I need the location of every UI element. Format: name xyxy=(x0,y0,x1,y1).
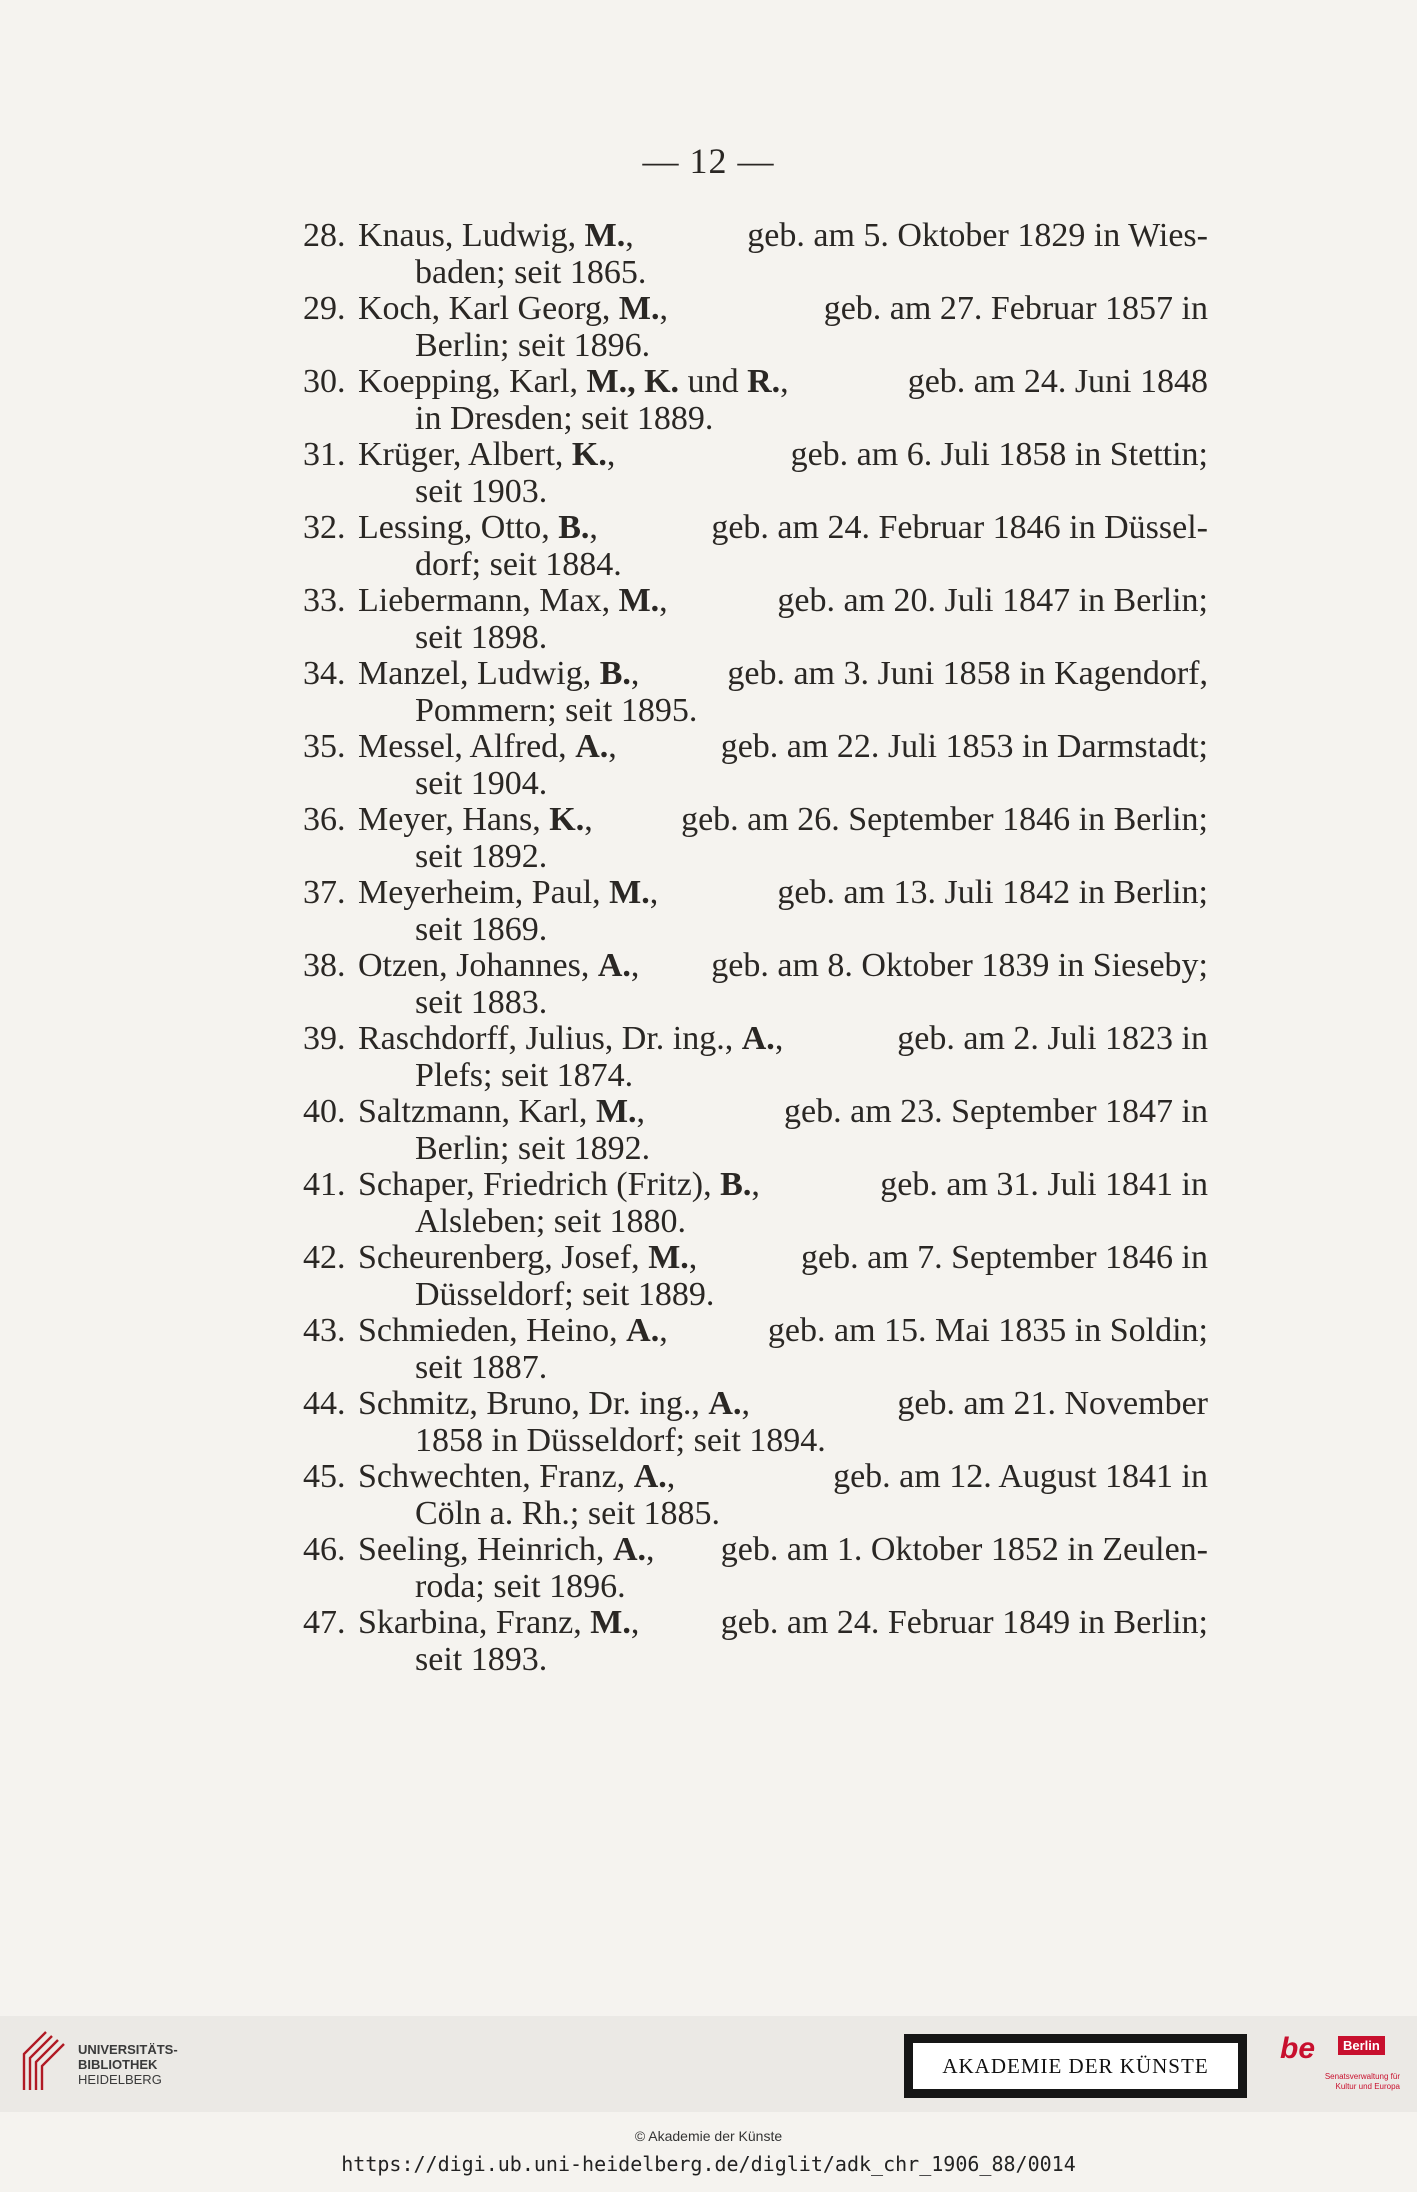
ub-line-3: HEIDELBERG xyxy=(78,2072,162,2087)
entry-text xyxy=(358,802,1208,839)
entry-birth-info: geb. am 20. Juli 1847 in Berlin; xyxy=(777,582,1208,619)
entry-birth-info: geb. am 5. Oktober 1829 in Wies- xyxy=(747,217,1208,254)
list-item xyxy=(303,437,1208,510)
list-item xyxy=(303,510,1208,583)
entry-name: Knaus, Ludwig, xyxy=(358,217,577,254)
entry-class-2: R. xyxy=(747,363,781,400)
entry-continuation: seit 1869. xyxy=(415,910,548,948)
entry-name-group: Skarbina, Franz, M., xyxy=(358,1604,640,1641)
entry-number: 43. xyxy=(303,1312,346,1349)
entry-class: M. xyxy=(584,217,626,254)
entry-name-group: Knaus, Ludwig, M., xyxy=(358,217,634,254)
entry-first-line xyxy=(303,1094,1208,1131)
entry-birth-info: geb. am 24. Februar 1849 in Berlin; xyxy=(720,1604,1208,1641)
list-item xyxy=(303,1313,1208,1386)
entry-first-line xyxy=(303,1532,1208,1569)
entry-name: Liebermann, Max, xyxy=(358,582,611,619)
entry-continuation: seit 1893. xyxy=(415,1640,548,1678)
entry-birth-info: geb. am 27. Februar 1857 in xyxy=(823,290,1208,327)
entry-birth-info: geb. am 8. Oktober 1839 in Sieseby; xyxy=(711,947,1208,984)
entry-continuation: seit 1898. xyxy=(415,618,548,656)
entry-continuation: Plefs; seit 1874. xyxy=(415,1056,634,1094)
list-item xyxy=(303,729,1208,802)
entry-birth-info: geb. am 12. August 1841 in xyxy=(833,1458,1208,1495)
entry-continuation: Düsseldorf; seit 1889. xyxy=(415,1275,715,1313)
list-item xyxy=(303,1605,1208,1678)
entry-number: 36. xyxy=(303,801,346,838)
entry-first-line xyxy=(303,802,1208,839)
list-item xyxy=(303,291,1208,364)
entry-text xyxy=(358,1459,1208,1496)
entry-text xyxy=(358,875,1208,912)
entry-first-line xyxy=(303,510,1208,547)
entry-first-line xyxy=(303,1240,1208,1277)
list-item xyxy=(303,1532,1208,1605)
entry-text xyxy=(358,1532,1208,1569)
entry-first-line xyxy=(303,1605,1208,1642)
berlin-subtitle: Senatsverwaltung für Kultur und Europa xyxy=(1324,2072,1400,2091)
entry-number: 45. xyxy=(303,1458,346,1495)
entry-class: A. xyxy=(708,1385,742,1422)
entry-birth-info: geb. am 2. Juli 1823 in xyxy=(897,1020,1208,1057)
entry-name-group: Messel, Alfred, A., xyxy=(358,728,617,765)
entry-birth-info: geb. am 26. September 1846 in Berlin; xyxy=(681,801,1208,838)
entry-name: Messel, Alfred, xyxy=(358,728,567,765)
entry-text xyxy=(358,948,1208,985)
entry-name-group: Otzen, Johannes, A., xyxy=(358,947,640,984)
entry-class: A. xyxy=(575,728,609,765)
list-item xyxy=(303,1021,1208,1094)
entry-text xyxy=(358,1605,1208,1642)
entry-name-group: Scheurenberg, Josef, M., xyxy=(358,1239,698,1276)
entry-first-line xyxy=(303,1313,1208,1350)
member-list xyxy=(303,218,1208,1678)
entry-class: A. xyxy=(612,1531,646,1568)
entry-first-line xyxy=(303,948,1208,985)
entry-first-line xyxy=(303,729,1208,766)
entry-class: B. xyxy=(599,655,631,692)
entry-name: Schwechten, Franz, xyxy=(358,1458,626,1495)
entry-continuation: Berlin; seit 1892. xyxy=(415,1129,651,1167)
ub-line-1: UNIVERSITÄTS- xyxy=(78,2042,178,2057)
entry-text xyxy=(358,656,1208,693)
entry-name: Manzel, Ludwig, xyxy=(358,655,592,692)
entry-class: M. xyxy=(618,582,660,619)
entry-text xyxy=(358,583,1208,620)
entry-name-group: Lessing, Otto, B., xyxy=(358,509,598,546)
entry-name-group: Schwechten, Franz, A., xyxy=(358,1458,676,1495)
entry-number: 28. xyxy=(303,217,346,254)
list-item xyxy=(303,656,1208,729)
entry-birth-info: geb. am 24. Februar 1846 in Düssel- xyxy=(711,509,1208,546)
entry-class: M., K. xyxy=(586,363,680,400)
berlin-be-text: be xyxy=(1280,2032,1316,2065)
entry-text xyxy=(358,1167,1208,1204)
list-item xyxy=(303,1386,1208,1459)
entry-text xyxy=(358,437,1208,474)
university-library-name xyxy=(78,2042,178,2087)
entry-number: 37. xyxy=(303,874,346,911)
entry-name: Schmitz, Bruno, Dr. ing., xyxy=(358,1385,700,1422)
entry-class: B. xyxy=(558,509,590,546)
entry-first-line xyxy=(303,875,1208,912)
entry-continuation: dorf; seit 1884. xyxy=(415,545,622,583)
entry-continuation: seit 1883. xyxy=(415,983,548,1021)
entry-name-group: Koepping, Karl, M., K. und R., xyxy=(358,363,789,400)
entry-number: 44. xyxy=(303,1385,346,1422)
entry-class: M. xyxy=(595,1093,637,1130)
entry-first-line xyxy=(303,437,1208,474)
list-item xyxy=(303,1459,1208,1532)
entry-continuation: Alsleben; seit 1880. xyxy=(415,1202,687,1240)
entry-name: Saltzmann, Karl, xyxy=(358,1093,588,1130)
entry-text xyxy=(358,729,1208,766)
entry-name: Koepping, Karl, xyxy=(358,363,579,400)
entry-first-line xyxy=(303,1459,1208,1496)
list-item xyxy=(303,802,1208,875)
entry-birth-info: geb. am 6. Juli 1858 in Stettin; xyxy=(790,436,1208,473)
entry-name: Otzen, Johannes, xyxy=(358,947,590,984)
entry-name-group: Schmitz, Bruno, Dr. ing., A., xyxy=(358,1385,750,1422)
entry-text xyxy=(358,1313,1208,1350)
entry-birth-info: geb. am 1. Oktober 1852 in Zeulen- xyxy=(720,1531,1208,1568)
akademie-logo-text: AKADEMIE DER KÜNSTE xyxy=(913,2043,1238,2089)
entry-name: Schmieden, Heino, xyxy=(358,1312,618,1349)
entry-number: 47. xyxy=(303,1604,346,1641)
entry-text xyxy=(358,1240,1208,1277)
entry-birth-info: geb. am 21. November xyxy=(897,1385,1208,1422)
entry-name-group: Meyer, Hans, K., xyxy=(358,801,593,838)
entry-birth-info: geb. am 15. Mai 1835 in Soldin; xyxy=(767,1312,1208,1349)
berlin-tag: Berlin xyxy=(1338,2036,1385,2055)
entry-continuation: roda; seit 1896. xyxy=(415,1567,626,1605)
entry-text xyxy=(358,1094,1208,1131)
entry-continuation: seit 1903. xyxy=(415,472,548,510)
list-item xyxy=(303,583,1208,656)
entry-name-group: Manzel, Ludwig, B., xyxy=(358,655,640,692)
list-item xyxy=(303,875,1208,948)
entry-class: A. xyxy=(633,1458,667,1495)
list-item xyxy=(303,1094,1208,1167)
entry-number: 30. xyxy=(303,363,346,400)
entry-class: K. xyxy=(549,801,585,838)
entry-name-group: Schmieden, Heino, A., xyxy=(358,1312,668,1349)
entry-birth-info: geb. am 22. Juli 1853 in Darmstadt; xyxy=(720,728,1208,765)
entry-text xyxy=(358,291,1208,328)
university-library-logo-icon xyxy=(16,2028,72,2094)
entry-name-group: Seeling, Heinrich, A., xyxy=(358,1531,655,1568)
entry-name: Lessing, Otto, xyxy=(358,509,550,546)
entry-class: B. xyxy=(720,1166,752,1203)
entry-name: Skarbina, Franz, xyxy=(358,1604,582,1641)
entry-number: 35. xyxy=(303,728,346,765)
entry-number: 34. xyxy=(303,655,346,692)
entry-number: 29. xyxy=(303,290,346,327)
entry-number: 39. xyxy=(303,1020,346,1057)
entry-class: M. xyxy=(609,874,650,911)
list-item xyxy=(303,218,1208,291)
entry-birth-info: geb. am 7. September 1846 in xyxy=(801,1239,1208,1276)
ub-line-2: BIBLIOTHEK xyxy=(78,2057,158,2072)
entry-continuation: 1858 in Düsseldorf; seit 1894. xyxy=(415,1421,826,1459)
entry-continuation: baden; seit 1865. xyxy=(415,253,647,291)
entry-class: A. xyxy=(597,947,631,984)
entry-name-group: Krüger, Albert, K., xyxy=(358,436,616,473)
entry-name-group: Raschdorff, Julius, Dr. ing., A., xyxy=(358,1020,784,1057)
entry-text xyxy=(358,1021,1208,1058)
entry-class: M. xyxy=(648,1239,689,1276)
entry-first-line xyxy=(303,1021,1208,1058)
entry-text xyxy=(358,364,1208,401)
entry-continuation: in Dresden; seit 1889. xyxy=(415,399,714,437)
entry-continuation: Cöln a. Rh.; seit 1885. xyxy=(415,1494,721,1532)
entry-number: 32. xyxy=(303,509,346,546)
entry-birth-info: geb. am 31. Juli 1841 in xyxy=(880,1166,1208,1203)
entry-class: K. xyxy=(571,436,607,473)
berlin-senate-logo xyxy=(1274,2032,1402,2102)
entry-name: Seeling, Heinrich, xyxy=(358,1531,605,1568)
entry-name: Scheurenberg, Josef, xyxy=(358,1239,640,1276)
entry-continuation: seit 1887. xyxy=(415,1348,548,1386)
entry-continuation: seit 1904. xyxy=(415,764,548,802)
entry-continuation: Pommern; seit 1895. xyxy=(415,691,698,729)
entry-first-line xyxy=(303,1167,1208,1204)
entry-name: Schaper, Friedrich (Fritz), xyxy=(358,1166,712,1203)
entry-name: Meyer, Hans, xyxy=(358,801,541,838)
entry-first-line xyxy=(303,218,1208,255)
entry-number: 38. xyxy=(303,947,346,984)
entry-name: Raschdorff, Julius, Dr. ing., xyxy=(358,1020,734,1057)
entry-number: 46. xyxy=(303,1531,346,1568)
list-item xyxy=(303,364,1208,437)
entry-continuation: seit 1892. xyxy=(415,837,548,875)
entry-number: 33. xyxy=(303,582,346,619)
entry-name: Meyerheim, Paul, xyxy=(358,874,601,911)
entry-class: M. xyxy=(590,1604,631,1641)
entry-text xyxy=(358,218,1208,255)
akademie-logo xyxy=(904,2034,1247,2098)
entry-name-group: Saltzmann, Karl, M., xyxy=(358,1093,646,1130)
copyright-notice: © Akademie der Künste xyxy=(634,2128,783,2144)
entry-name-group: Schaper, Friedrich (Fritz), B., xyxy=(358,1166,760,1203)
entry-number: 40. xyxy=(303,1093,346,1130)
entry-birth-info: geb. am 13. Juli 1842 in Berlin; xyxy=(777,874,1208,911)
entry-birth-info: geb. am 3. Juni 1858 in Kagendorf, xyxy=(727,655,1208,692)
entry-class: A. xyxy=(741,1020,775,1057)
entry-text xyxy=(358,510,1208,547)
entry-birth-info: geb. am 24. Juni 1848 xyxy=(907,363,1208,400)
entry-continuation: Berlin; seit 1896. xyxy=(415,326,651,364)
entry-name-group: Koch, Karl Georg, M., xyxy=(358,290,669,327)
entry-first-line xyxy=(303,1386,1208,1423)
page-number: — 12 — xyxy=(642,141,775,181)
entry-class: M. xyxy=(618,290,660,327)
list-item xyxy=(303,1240,1208,1313)
entry-conjunction: und xyxy=(687,363,739,400)
entry-number: 41. xyxy=(303,1166,346,1203)
entry-class: A. xyxy=(626,1312,660,1349)
entry-name: Krüger, Albert, xyxy=(358,436,564,473)
entry-first-line xyxy=(303,364,1208,401)
list-item xyxy=(303,1167,1208,1240)
entry-first-line xyxy=(303,291,1208,328)
entry-number: 31. xyxy=(303,436,346,473)
entry-text xyxy=(358,1386,1208,1423)
entry-first-line xyxy=(303,656,1208,693)
entry-first-line xyxy=(303,583,1208,620)
source-url-link[interactable]: https://digi.ub.uni-heidelberg.de/diglit/adk_chr_1906_88/0014 xyxy=(341,2152,1076,2176)
entry-name: Koch, Karl Georg, xyxy=(358,290,611,327)
entry-number: 42. xyxy=(303,1239,346,1276)
entry-name-group: Meyerheim, Paul, M., xyxy=(358,874,659,911)
entry-name-group: Liebermann, Max, M., xyxy=(358,582,668,619)
list-item xyxy=(303,948,1208,1021)
entry-birth-info: geb. am 23. September 1847 in xyxy=(784,1093,1208,1130)
